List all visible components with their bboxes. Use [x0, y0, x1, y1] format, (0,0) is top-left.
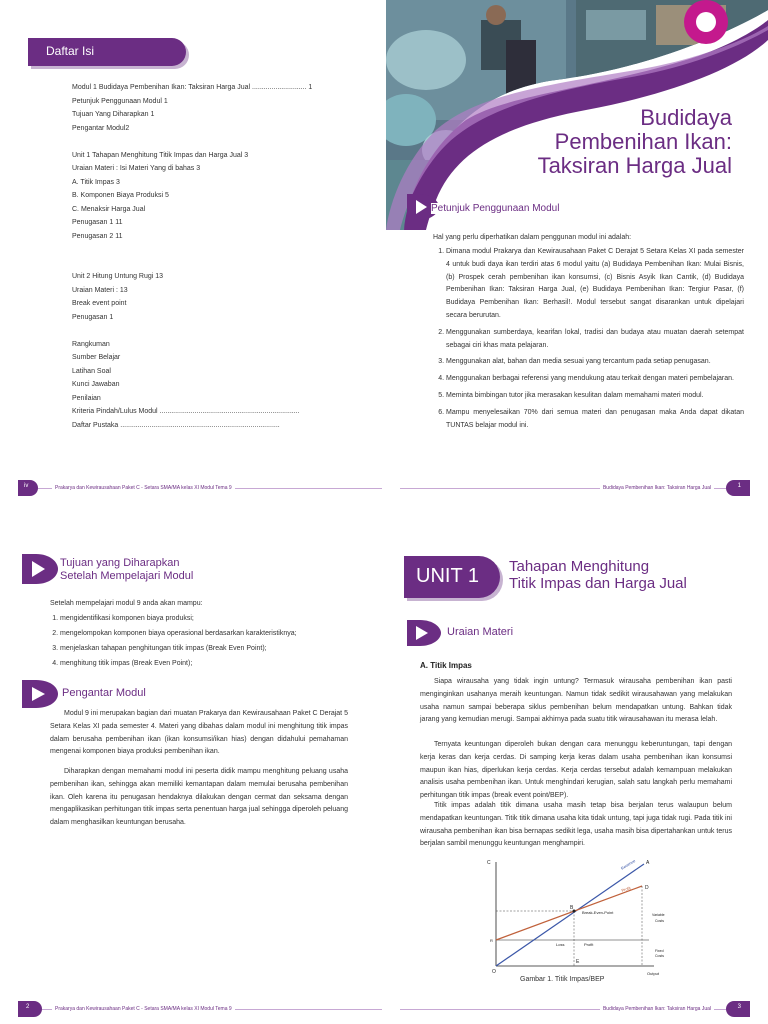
toc-entry[interactable]: Uraian Materi : Isi Materi Yang di bahas 3 — [72, 165, 201, 172]
figure-caption: Gambar 1. Titik Impas/BEP — [520, 976, 605, 983]
footer-text: Budidaya Pembenihan Ikan: Taksiran Harga Jual — [600, 485, 714, 491]
toc-entry[interactable]: Kriteria Pindah/Lulus Modul ........................................................................ — [72, 408, 300, 415]
toc-entry[interactable]: A. Titik Impas 3 — [72, 178, 120, 186]
toc-entry[interactable]: C. Menaksir Harga Jual — [72, 205, 146, 213]
tujuan-intro: Setelah mempelajari modul 9 anda akan mampu: — [50, 600, 203, 607]
footer-left-bottom — [18, 1001, 382, 1017]
toc-entry — [72, 327, 372, 341]
chart-label: E — [576, 959, 580, 965]
toc-entry[interactable]: Sumber Belajar — [72, 354, 121, 361]
tujuan-title-line: Tujuan yang Diharapkan — [60, 557, 180, 569]
arrow-icon — [20, 552, 60, 586]
toc-entry[interactable]: Break event point — [72, 300, 127, 307]
page-number: iv — [24, 483, 29, 489]
petunjuk-intro: Hal yang perlu diperhatikan dalam penggunan modul ini adalah: — [433, 234, 632, 241]
toc-entry[interactable]: Rangkuman — [72, 340, 110, 348]
unit-badge — [404, 556, 500, 598]
list-item: 1. mengidentifikasi komponen biaya produksi; — [60, 613, 360, 625]
list-item: 3. Menggunakan alat, bahan dan media sesuai yang tercantum pada setiap penugasan. — [446, 356, 744, 369]
list-item: 4. Menggunakan berbagai referensi yang mendukung atau terkait dengan materi pembelajaran. — [446, 373, 744, 386]
petunjuk-title: Petunjuk Penggunaan Modul — [431, 203, 563, 214]
pengantar-paragraph: Modul 9 ini merupakan bagian dari muatan Prakarya dan Kewirausahaan Paket C Derajat 5 Setara Kelas XI pada semester 4. Materi yang dibahas dalam modul ini menghitung titik impas dalam berusaha pembenihan ikan (ikan konsumsi/ikan hias) dengan didahului pemahaman mengenai komponen biaya produksi pembenihan ikan. — [50, 710, 348, 756]
chart-label: D — [645, 885, 649, 891]
toc-title: Daftar Isi — [46, 44, 95, 58]
list-item: 6. Mampu menyelesaikan 70% dari semua materi dan penugasan maka Anda dapat dikatan TUNTAS belajar modul ini. — [446, 407, 744, 433]
list-item: 2. Menggunakan sumberdaya, kearifan lokal, tradisi dan budaya atau muatan daerah setempat sebagai ciri khas mata pelajaran. — [446, 327, 744, 353]
cover-title-line: Pembenihan Ikan: — [554, 129, 732, 154]
chart-label: Revenue — [619, 858, 637, 871]
arrow-icon — [405, 618, 443, 648]
toc-entry[interactable]: B. Komponen Biaya Produksi 5 — [72, 192, 169, 199]
tujuan-list — [50, 613, 360, 673]
toc-list — [72, 84, 372, 435]
section-heading: A. Titik Impas — [420, 661, 472, 670]
toc-entry[interactable]: Unit 1 Tahapan Menghitung Titik Impas dan Harga Jual 3 — [72, 151, 249, 159]
chart-label: Profit — [620, 885, 632, 893]
unit-title — [509, 558, 687, 592]
tujuan-title-line: Setelah Mempelajari Modul — [60, 570, 194, 582]
chart-label: Costs — [655, 954, 664, 958]
unit-title-line: Tahapan Menghitung — [509, 558, 650, 575]
unit-label: UNIT 1 — [416, 565, 479, 587]
chart-label: B — [570, 905, 574, 911]
toc-entry[interactable]: Tujuan Yang Diharapkan 1 — [72, 111, 155, 118]
uraian-title: Uraian Materi — [447, 626, 514, 638]
toc-entry[interactable]: Daftar Pustaka .................................................................................. — [72, 421, 280, 429]
page-number: 1 — [737, 483, 741, 489]
list-item: 2. mengelompokan komponen biaya operasional berdasarkan karakteristiknya; — [60, 628, 360, 640]
toc-entry[interactable]: Penugasan 1 11 — [72, 219, 123, 226]
bep-chart — [484, 856, 674, 978]
toc-entry[interactable]: Modul 1 Budidaya Pembenihan Ikan: Taksiran Harga Jual ............................ 1 — [72, 84, 313, 91]
footer-text: Prakarya dan Kewirausahaan Paket C - Setara SMA/MA kelas XI Modul Tema 9 — [52, 1006, 235, 1012]
arrow-icon — [20, 678, 60, 710]
toc-entry[interactable]: Pengantar Modul2 — [72, 124, 130, 132]
chart-label: Variable — [652, 913, 665, 917]
toc-entry[interactable]: Penugasan 1 — [72, 313, 114, 321]
chart-label: Break-Even-Point — [582, 910, 614, 915]
cover-title-line: Taksiran Harga Jual — [537, 153, 732, 178]
toc-entry[interactable]: Unit 2 Hitung Untung Rugi 13 — [72, 273, 164, 280]
pengantar-heading — [20, 678, 360, 710]
axis-label: R — [490, 938, 493, 943]
chart-label: Loss — [556, 942, 565, 947]
footer-right-bottom — [400, 1001, 750, 1017]
toc-entry[interactable]: Uraian Materi : 13 — [72, 286, 128, 294]
axis-label: Output — [647, 971, 660, 976]
body-paragraph: Siapa wirausaha yang tidak ingin untung? Termasuk wirausaha pembenihan ikan pasti menginginkan usahanya meraih keuntungan. Namun tidak sedikit wirausahawan yang melakukan usaha namun sampai beberapa siklus pembenihan belum mendapatkan untung. Bahkan tidak jarang yang kemudian merugi. Sampai akhirnya pada suatu titik wirausahawan itu merasa lelah. — [420, 678, 732, 724]
footer-left-top — [18, 480, 382, 496]
unit-title-line: Titik Impas dan Harga Jual — [509, 575, 687, 592]
toc-entry[interactable]: Latihan Soal — [72, 367, 111, 375]
toc-entry — [72, 246, 372, 260]
page-number: 2 — [26, 1004, 30, 1010]
page-number: 3 — [737, 1004, 741, 1010]
toc-entry[interactable]: Kunci Jawaban — [72, 381, 120, 388]
toc-entry — [72, 260, 372, 274]
chart-label: Fixed — [655, 949, 664, 953]
footer-right-top — [400, 480, 750, 496]
list-item: 1. Dimana modul Prakarya dan Kewirausahaan Paket C Derajat 5 Setara Kelas XI pada semester 4 untuk budi daya ikan terdiri atas 6 modul yaitu (a) Budidaya Pembenihan Ikan: Mulai Bisnis, (b) Prospek cerah pembenihan ikan konsumsi, (c) Bisnis Asyik Ikan Cantik, (d) Budidaya Pembenihan Ikan: Taksiran Harga Jual, (e) Budidaya Pembenihan Ikan: Tergiur Pasar, (f) Budidaya Pembenihan Ikan: Berhasil!. Modul tersebut sangat disarankan untuk dipelajari secara berurutan. — [446, 246, 744, 323]
toc-header-bar — [28, 38, 186, 66]
cover-title — [470, 106, 732, 178]
footer-text: Prakarya dan Kewirausahaan Paket C - Setara SMA/MA kelas XI Modul Tema 9 — [52, 485, 235, 491]
body-paragraph: Ternyata keuntungan diperoleh bukan dengan cara menunggu keberuntungan, tapi dengan kerja keras dan kerja cerdas. Di samping kerja keras dalam usaha pembenihan ikan konsumsi maupun ikan hias, diperlukan kerja cerdas. Kerja cerdas tersebut adalah kemampuan melakukan analisis usaha pembenihan ikan. Untuk menghindari kerugian, salah satu langkah perlu memahami perhitungan titik impas (break event point/BEP). — [420, 741, 732, 800]
pengantar-paragraph: Diharapkan dengan memahami modul ini peserta didik mampu menghitung peluang usaha pembenihan ikan, sehingga akan memiliki kemantapan dalam memulai berusaha pembenihan ikan. Oleh karena itu penugasan hendaknya dilakukan dengan cermat dan seksama dengan mengaplikasikan perhitungan titik impas serta penentuan harga jual sehingga diperoleh peluang dalam menghasilkan keuntungan berusaha. — [50, 768, 348, 827]
list-item: 3. menjelaskan tahapan penghitungan titik impas (Break Even Point); — [60, 643, 360, 655]
chart-label: Profit — [584, 942, 594, 947]
list-item: 5. Meminta bimbingan tutor jika merasakan kesulitan dalam memahami materi modul. — [446, 390, 744, 403]
body-paragraph: Titik impas adalah titik dimana usaha masih tetap bisa berjalan terus walaupun belum mendapatkan keuntungan. Titik titik dimana usaha kita tidak untung, tapi juga tidak rugi. Pada titik ini wirausaha pembenihan ikan bisa bernapas sedikit lega, usaha masih bisa dipertahankan untuk terus berjalan sambil menunggu keuntungan menghampiri. — [420, 802, 732, 848]
toc-entry[interactable]: Petunjuk Penggunaan Modul 1 — [72, 97, 168, 105]
cover-title-line: Budidaya — [640, 105, 732, 130]
petunjuk-list — [434, 246, 744, 436]
footer-text: Budidaya Pembenihan Ikan: Taksiran Harga Jual — [600, 1006, 714, 1012]
tujuan-heading — [20, 552, 360, 586]
list-item: 4. menghitung titik impas (Break Even Point); — [60, 658, 360, 670]
toc-entry[interactable]: Penilaian — [72, 394, 101, 402]
axis-label: O — [492, 969, 496, 975]
pengantar-title: Pengantar Modul — [62, 687, 146, 699]
chart-label: A — [646, 860, 650, 866]
petunjuk-heading — [405, 192, 735, 222]
axis-label: C — [487, 860, 491, 866]
toc-entry — [72, 138, 372, 152]
uraian-heading — [405, 618, 735, 648]
chart-label: Costs — [655, 919, 664, 923]
toc-entry[interactable]: Penugasan 2 11 — [72, 232, 123, 240]
